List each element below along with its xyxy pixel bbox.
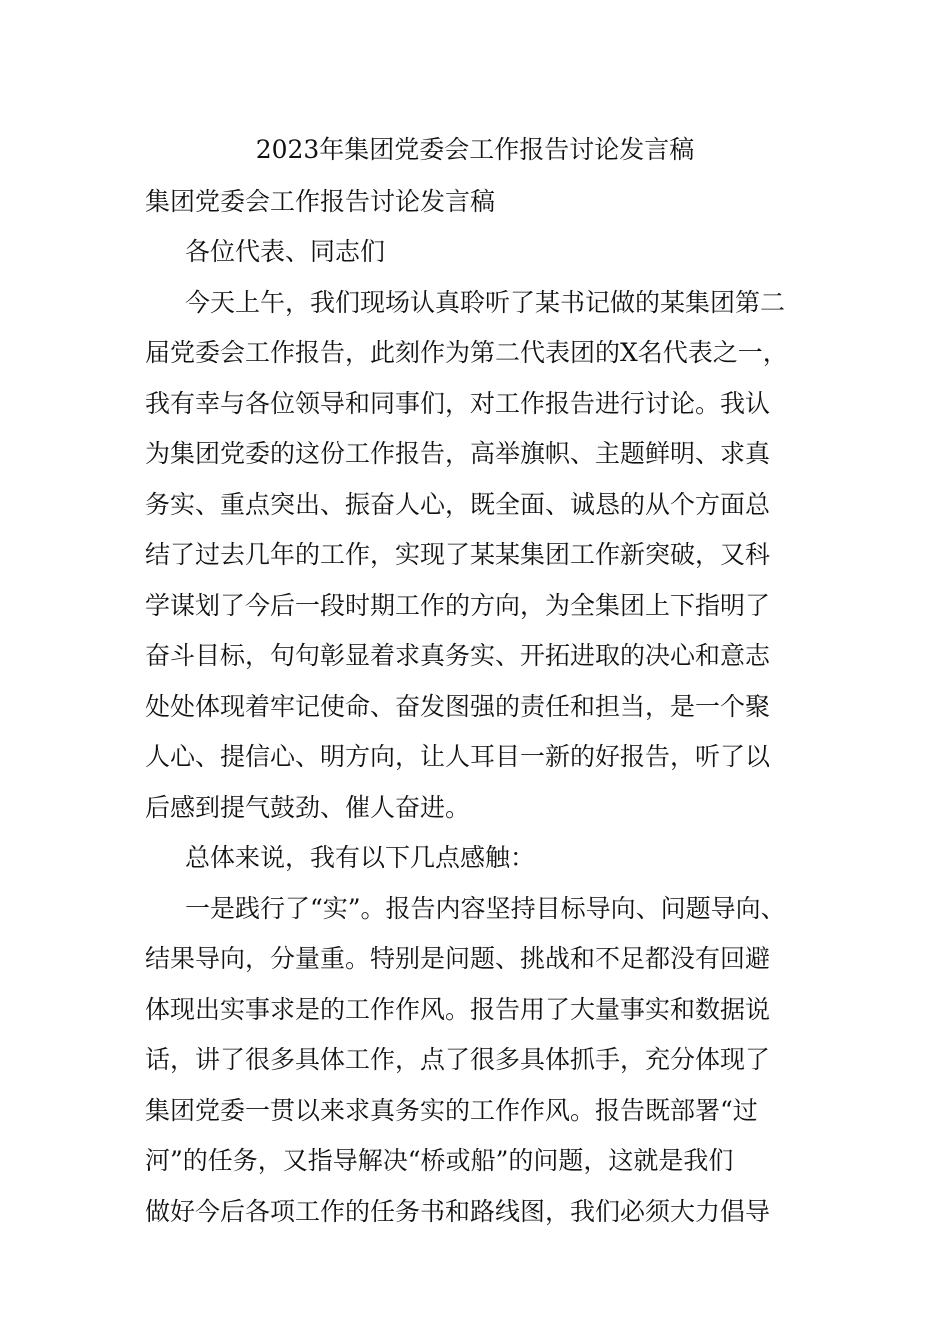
body-line: 奋斗目标，句句彰显着求真务实、开拓进取的决心和意志 — [145, 641, 771, 670]
body-line: 结了过去几年的工作，实现了某某集团工作新突破，又科 — [145, 540, 771, 569]
body-line: 做好今后各项工作的任务书和路线图，我们必须大力倡导 — [145, 1196, 771, 1226]
body-line: 话，讲了很多具体工作，点了很多具体抓手，充分体现了 — [145, 1045, 771, 1074]
body-line: 今天上午，我们现场认真聆听了某书记做的某集团第二 — [185, 287, 786, 317]
body-line: 人心、提信心、明方向，让人耳目一新的好报告，听了以 — [145, 742, 771, 771]
document-subtitle: 集团党委会工作报告讨论发言稿 — [145, 187, 496, 216]
body-line: 处处体现着牢记使命、奋发图强的责任和担当，是一个聚 — [145, 691, 771, 721]
body-line: 体现出实事求是的工作作风。报告用了大量事实和数据说 — [145, 994, 771, 1024]
body-line: 后感到提气鼓劲、催人奋进。 — [145, 792, 471, 822]
body-line: 我有幸与各位领导和同事们，对工作报告进行讨论。我认 — [145, 388, 771, 418]
body-line: 河”的任务，又指导解决“桥或船”的问题，这就是我们 — [145, 1146, 734, 1175]
body-line: 届党委会工作报告，此刻作为第二代表团的X名代表之一， — [145, 338, 788, 367]
body-line: 为集团党委的这份工作报告，高举旗帜、主题鲜明、求真 — [145, 439, 771, 468]
body-line: 务实、重点突出、振奋人心，既全面、诚恳的从个方面总 — [145, 489, 771, 519]
body-line: 各位代表、同志们 — [185, 237, 386, 266]
body-line: 学谋划了今后一段时期工作的方向，为全集团上下指明了 — [145, 590, 771, 620]
body-line: 总体来说，我有以下几点感触： — [185, 843, 536, 872]
document-title: 2023年集团党委会工作报告讨论发言稿 — [255, 135, 695, 164]
body-line: 结果导向，分量重。特别是问题、挑战和不足都没有回避 — [145, 944, 771, 973]
body-line: 一是践行了“实”。报告内容坚持目标导向、问题导向、 — [185, 893, 786, 923]
body-line: 集团党委一贯以来求真务实的工作作风。报告既部署“过 — [145, 1095, 758, 1125]
document-body — [145, 227, 810, 1237]
